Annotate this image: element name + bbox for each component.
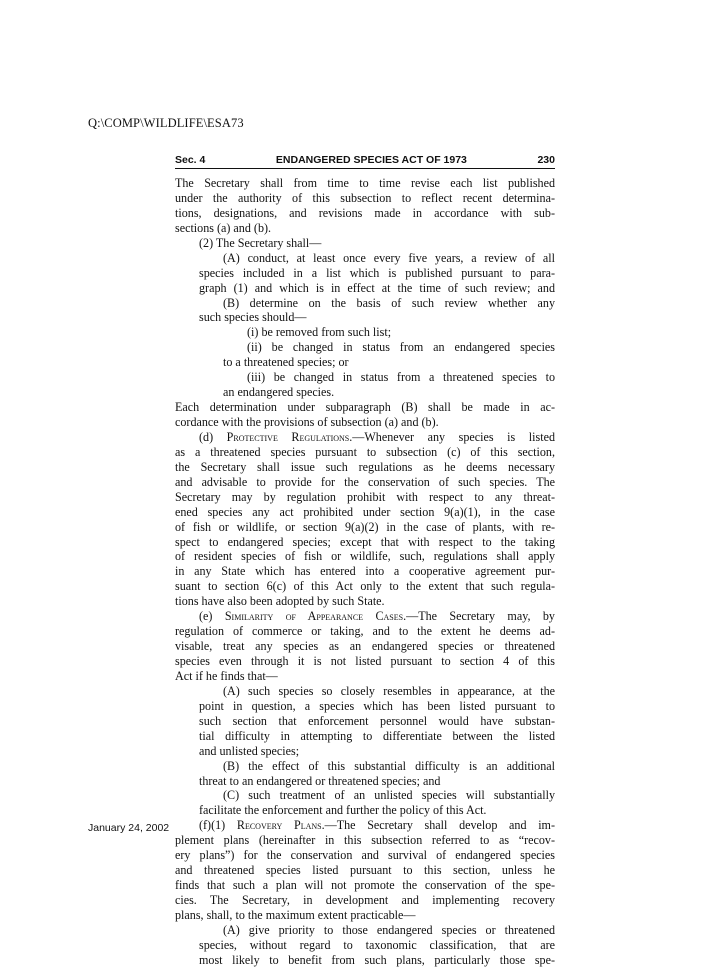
- text-line: such section that enforcement personnel would have substan-: [199, 713, 555, 728]
- text-line: (A) such species so closely resembles in appearance, at the: [223, 683, 555, 698]
- footer-date: January 24, 2002: [88, 822, 170, 834]
- text-line: [175, 609, 555, 624]
- text-line: plans, shall, to the maximum extent practicable—: [175, 907, 416, 922]
- text-line: and advisable to provide for the conservation of such species. The: [175, 474, 555, 489]
- text-line: species even through it is not listed pursuant to section 4 of this: [175, 654, 555, 668]
- text-line: and unlisted species;: [199, 743, 300, 758]
- small-caps-heading: Recovery Plans: [236, 818, 322, 833]
- text-line: most likely to benefit from such plans, particularly those spe-: [199, 952, 555, 967]
- text-line: ery plans”) for the conservation and survival of endangered species: [175, 848, 555, 863]
- text-line: visable, treat any species as an endangered species or threatened: [175, 639, 555, 654]
- line-text: .—The Secretary shall develop and im-: [321, 818, 555, 833]
- text-line: (iii) be changed in status from a threatened species to: [247, 370, 555, 385]
- text-line: under the authority of this subsection to reflect recent determina-: [175, 190, 555, 205]
- text-line: such species should—: [199, 310, 307, 325]
- text-line: facilitate the enforcement and further the policy of this Act.: [199, 803, 487, 818]
- text-line: species included in a list which is published pursuant to para-: [199, 265, 555, 280]
- text-line: [175, 818, 555, 833]
- line-prefix: (f)(1): [199, 818, 237, 833]
- line-prefix: (e): [199, 609, 225, 624]
- document-body: [175, 176, 555, 968]
- text-line: spect to endangered species; except that with respect to the taking: [175, 534, 555, 549]
- text-line: the Secretary shall issue such regulations as he deems necessary: [175, 459, 555, 474]
- text-line: Each determination under subparagraph (B) shall be made in ac-: [175, 400, 555, 415]
- text-line: tial difficulty in attempting to differentiate between the listed: [199, 728, 555, 743]
- line-prefix: (d): [199, 429, 227, 444]
- section-label: Sec. 4: [175, 154, 206, 166]
- small-caps-heading: Protective Regulations: [226, 429, 350, 444]
- text-line: tions have also been adopted by such State.: [175, 594, 385, 609]
- text-line: (2) The Secretary shall—: [199, 235, 322, 250]
- text-line: finds that such a plan will not promote the conservation of the spe-: [175, 878, 555, 893]
- text-line: (ii) be changed in status from an endangered species: [247, 340, 555, 355]
- text-line: (i) be removed from such list;: [247, 325, 392, 340]
- text-line: as a threatened species pursuant to subsection (c) of this section,: [175, 444, 555, 459]
- line-text: .—Whenever any species is listed: [349, 429, 555, 444]
- text-line: to a threatened species; or: [223, 355, 349, 370]
- small-caps-heading: Similarity of Appearance Cases: [224, 609, 404, 624]
- text-line: (B) determine on the basis of such review whether any: [223, 295, 555, 310]
- page-number: 230: [537, 154, 555, 166]
- text-line: cordance with the provisions of subsection (a) and (b).: [175, 415, 439, 429]
- text-line: of resident species of fish or wildlife, such, regulations shall apply: [175, 549, 555, 564]
- text-line: an endangered species.: [223, 385, 335, 400]
- text-line: (B) the effect of this substantial difficulty is an additional: [223, 758, 555, 773]
- text-line: regulation of commerce or taking, and to the extent he deems ad-: [175, 624, 555, 639]
- text-line: species, without regard to taxonomic classification, that are: [199, 937, 555, 952]
- text-line: Secretary may by regulation prohibit with respect to any threat-: [175, 489, 555, 504]
- text-line: tions, designations, and revisions made in accordance with sub-: [175, 205, 555, 220]
- text-line: and threatened species listed pursuant to this section, unless he: [175, 863, 555, 878]
- file-path: Q:\COMP\WILDLIFE\ESA73: [88, 116, 244, 130]
- text-line: threat to an endangered or threatened species; and: [199, 773, 441, 788]
- text-line: (A) give priority to those endangered species or threatened: [223, 922, 555, 937]
- text-line: [175, 430, 555, 445]
- text-line: Act if he finds that—: [175, 668, 278, 683]
- line-text: .—The Secretary may, by: [403, 609, 555, 624]
- text-line: suant to section 6(c) of this Act only to the extent that such regula-: [175, 579, 555, 594]
- text-line: of fish or wildlife, or section 9(a)(2) in the case of plants, with re-: [175, 519, 555, 534]
- text-line: cies. The Secretary, in development and implementing recovery: [175, 893, 555, 907]
- running-header: [175, 150, 555, 169]
- text-line: in any State which has entered into a cooperative agreement pur-: [175, 564, 555, 579]
- text-line: plement plans (hereinafter in this subsection referred to as “recov-: [175, 833, 555, 848]
- header-title: ENDANGERED SPECIES ACT OF 1973: [275, 154, 467, 166]
- text-line: point in question, a species which has been listed pursuant to: [199, 698, 555, 713]
- text-line: (C) such treatment of an unlisted species will substantially: [223, 788, 555, 803]
- text-line: graph (1) and which is in effect at the time of such review; and: [199, 280, 555, 295]
- text-line: (A) conduct, at least once every five years, a review of all: [223, 250, 555, 265]
- text-line: The Secretary shall from time to time revise each list published: [175, 176, 555, 190]
- text-line: sections (a) and (b).: [175, 220, 272, 235]
- text-line: ened species any act prohibited under section 9(a)(1), in the case: [175, 504, 555, 519]
